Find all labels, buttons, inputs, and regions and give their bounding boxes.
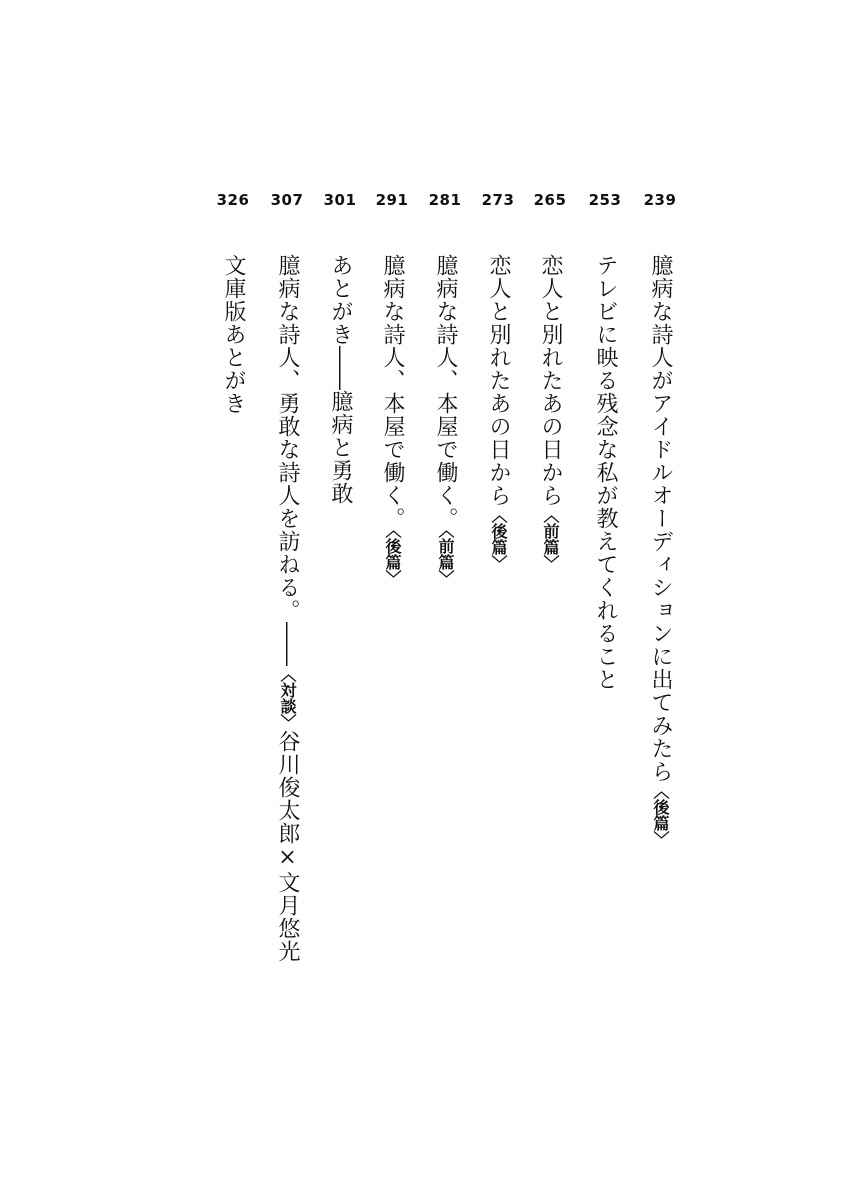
entry-title: テレビに映る残念な私が教えてくれること <box>593 254 618 691</box>
entry-title-continuation: 谷川俊太郎×文月悠光 <box>275 730 300 963</box>
toc-entry[interactable] <box>362 190 422 1090</box>
page-number: 301 <box>323 191 357 209</box>
entry-suffix: 〈後篇〉 <box>489 507 508 571</box>
entry-suffix: 〈前篇〉 <box>436 530 455 586</box>
entry-title: 臆病な詩人、本屋で働く。〈後篇〉 <box>380 254 405 586</box>
entry-title: あとがき――臆病と勇敢 <box>324 254 356 505</box>
entry-suffix: 〈後篇〉 <box>383 530 402 586</box>
toc-entry[interactable] <box>310 190 370 1090</box>
toc-entry[interactable] <box>415 190 475 1090</box>
entry-suffix: 〈後篇〉 <box>651 783 670 847</box>
page-number: 239 <box>643 191 677 209</box>
toc-entry[interactable] <box>575 190 635 1090</box>
toc-entry[interactable] <box>257 190 317 1090</box>
toc-entry[interactable] <box>520 190 580 1090</box>
entry-suffix: 〈前篇〉 <box>541 507 560 571</box>
page-number: 326 <box>216 191 250 209</box>
toc-entry[interactable] <box>468 190 528 1090</box>
entry-title: 臆病な詩人がアイドルオーディションに出てみたら〈後篇〉 <box>648 254 673 847</box>
page-number: 307 <box>270 191 304 209</box>
page-number: 253 <box>588 191 622 209</box>
em-dash: ―― <box>328 346 353 390</box>
entry-subtitle: 臆病と勇敢 <box>328 390 353 505</box>
page-number: 291 <box>375 191 409 209</box>
toc-entry[interactable] <box>203 190 263 1090</box>
entry-title: 恋人と別れたあの日から〈後篇〉 <box>486 254 511 571</box>
em-dash: ―― <box>275 622 300 666</box>
entry-title: 臆病な詩人、勇敢な詩人を訪ねる。――〈対談〉谷川俊太郎×文月悠光 <box>271 254 303 963</box>
page-number: 281 <box>428 191 462 209</box>
entry-title: 文庫版あとがき <box>221 254 246 415</box>
toc-entry[interactable] <box>630 190 690 1090</box>
entry-title: 恋人と別れたあの日から〈前篇〉 <box>538 254 563 571</box>
entry-title: 臆病な詩人、本屋で働く。〈前篇〉 <box>433 254 458 586</box>
page-number: 265 <box>533 191 567 209</box>
page-number: 273 <box>481 191 515 209</box>
entry-suffix: 〈対談〉 <box>278 666 297 730</box>
